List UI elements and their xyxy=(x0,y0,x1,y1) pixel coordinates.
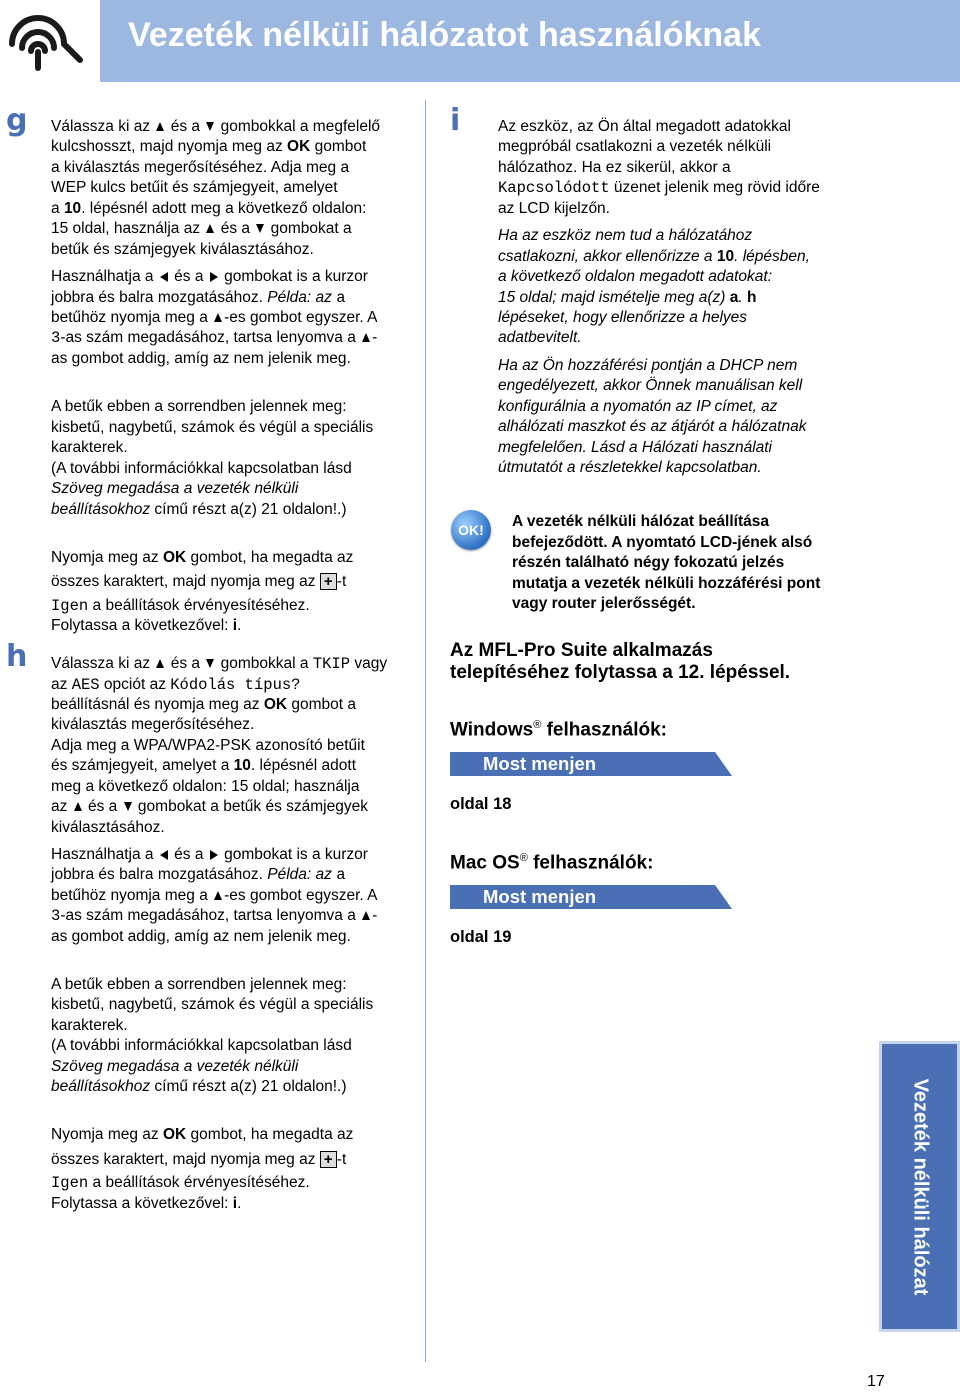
step-i-line: Kapcsolódott üzenet jelenik meg rövid időre xyxy=(498,179,820,197)
step-h-line: beállításokhoz című részt a(z) 21 oldalon!.) xyxy=(51,1078,347,1095)
step-g-line: WEP kulcs betűit és számjegyeit, amelyet xyxy=(51,179,338,196)
mfl-heading: telepítéséhez folytassa a 12. lépéssel. xyxy=(450,662,791,683)
step-i-line: Ha az eszköz nem tud a hálózatához xyxy=(498,227,753,244)
button-label: Most menjen xyxy=(483,753,597,774)
step-g-line: (A további információkkal kapcsolatban lásd xyxy=(51,460,352,477)
step-g-line: Igen a beállítások érvényesítéséhez. xyxy=(51,597,310,615)
arrow-up-icon xyxy=(206,224,214,233)
step-g-line: összes karaktert, majd nyomja meg az + -t xyxy=(51,573,347,591)
step-g-line: Válassza ki az és a gombokkal a megfelelő xyxy=(51,118,381,135)
step-i-line: konfigurálnia a nyomatón az IP címet, az xyxy=(498,398,778,415)
step-h-line: összes karaktert, majd nyomja meg az + -t xyxy=(51,1151,347,1169)
step-h-line: karakterek. xyxy=(51,1017,128,1034)
windows-go-button[interactable] xyxy=(450,743,732,783)
step-h-line: és számjegyeit, amelyet a 10. lépésnél adott xyxy=(51,757,357,774)
step-i-line: megpróbál csatlakozni a vezeték nélküli xyxy=(498,138,772,155)
plus-key-icon: + xyxy=(320,573,337,590)
step-i-line: útmutatót a részletekkel kapcsolatban. xyxy=(498,459,762,476)
section-side-tab xyxy=(879,1041,960,1332)
step-g-line: karakterek. xyxy=(51,439,128,456)
arrow-left-icon xyxy=(160,850,168,860)
step-h-line: beállításnál és nyomja meg az OK gombot a xyxy=(51,696,356,713)
arrow-up-icon xyxy=(214,313,222,322)
step-g-line: a kiválasztás megerősítéséhez. Adja meg a xyxy=(51,159,350,176)
step-h-line: az AES opciót az Kódolás típus? xyxy=(51,676,301,694)
step-i-line: az LCD kijelzőn. xyxy=(498,200,610,217)
step-letter-i: i xyxy=(450,103,461,138)
step-i-line: hálózathoz. Ha ez sikerül, akkor a xyxy=(498,159,731,176)
step-h-line: betűhöz nyomja meg a -es gombot egyszer. A xyxy=(51,887,378,904)
arrow-up-icon xyxy=(362,911,370,920)
step-g-line: Nyomja meg az OK gombot, ha megadta az xyxy=(51,549,354,566)
step-g-line: kisbetű, nagybetű, számok és végül a speciális xyxy=(51,419,374,436)
column-divider xyxy=(425,100,426,1362)
ok-line: mutatja a vezeték nélküli hozzáférési pont xyxy=(512,575,821,592)
arrow-down-icon xyxy=(206,659,214,668)
step-h-line: kiválasztásához. xyxy=(51,819,165,836)
step-g-line: A betűk ebben a sorrendben jelennek meg: xyxy=(51,398,347,415)
arrow-down-icon xyxy=(206,122,214,131)
step-h-line: az és a gombokat a betűk és számjegyek xyxy=(51,798,368,815)
wifi-icon xyxy=(2,8,90,74)
step-h-line: Válassza ki az és a gombokkal a TKIP vagy xyxy=(51,655,388,673)
step-i-line: alhálózati maszkot és az átjárót a hálózatnak xyxy=(498,418,807,435)
step-g-line: betűk és számjegyek kiválasztásához. xyxy=(51,241,314,258)
step-i-line: csatlakozni, akkor ellenőrizze a 10. lépésben, xyxy=(498,248,810,265)
step-h-line: kisbetű, nagybetű, számok és végül a speciális xyxy=(51,996,374,1013)
arrow-down-icon xyxy=(256,224,264,233)
arrow-up-icon xyxy=(214,891,222,900)
ok-line: A vezeték nélküli hálózat beállítása xyxy=(512,513,769,530)
arrow-down-icon xyxy=(124,802,132,811)
windows-heading: Windows® felhasználók: xyxy=(450,719,667,741)
step-g-line: Szöveg megadása a vezeték nélküli xyxy=(51,480,299,497)
mac-go-button[interactable] xyxy=(450,876,732,916)
step-g-line: betűhöz nyomja meg a -es gombot egyszer. A xyxy=(51,309,378,326)
arrow-left-icon xyxy=(160,272,168,282)
step-h-line: Adja meg a WPA/WPA2-PSK azonosító betűit xyxy=(51,737,365,754)
arrow-right-icon xyxy=(210,850,218,860)
step-i-line: engedélyezett, akkor Önnek manuálisan kell xyxy=(498,377,803,394)
step-g-line: as gombot addig, amíg az nem jelenik meg. xyxy=(51,350,351,367)
step-h-line: as gombot addig, amíg az nem jelenik meg. xyxy=(51,928,351,945)
step-letter-h: h xyxy=(6,639,28,674)
step-h-line: kiválasztás megerősítéséhez. xyxy=(51,716,255,733)
mfl-heading: Az MFL-Pro Suite alkalmazás xyxy=(450,640,713,661)
step-h-line: Szöveg megadása a vezeték nélküli xyxy=(51,1058,299,1075)
step-h-line: Használhatja a és a gombokat is a kurzor xyxy=(51,846,368,863)
ok-line: részén található négy fokozatú jelzés xyxy=(512,554,785,571)
ok-line: vagy router jelerősségét. xyxy=(512,595,696,612)
step-i-line: megfelelően. Lásd a Hálózati használati xyxy=(498,439,773,456)
arrow-up-icon xyxy=(156,122,164,131)
mac-heading: Mac OS® felhasználók: xyxy=(450,852,654,874)
plus-key-icon: + xyxy=(320,1151,337,1168)
step-h-line: jobbra és balra mozgatásához. Példa: az a xyxy=(51,866,346,884)
arrow-right-icon xyxy=(210,272,218,282)
windows-page-link[interactable]: oldal 18 xyxy=(450,795,512,813)
arrow-up-icon xyxy=(362,333,370,342)
page-title: Vezeték nélküli hálózatot használóknak xyxy=(128,16,761,54)
page-number: 17 xyxy=(867,1373,885,1390)
step-h-line: Folytassa a következővel: i. xyxy=(51,1195,242,1212)
step-h-line: Nyomja meg az OK gombot, ha megadta az xyxy=(51,1126,354,1143)
step-h-line: Igen a beállítások érvényesítéséhez. xyxy=(51,1174,310,1192)
side-tab-label: Vezeték nélküli hálózat xyxy=(909,1078,931,1295)
step-i-line: Az eszköz, az Ön által megadott adatokkal xyxy=(498,118,791,135)
step-g-line: Használhatja a és a gombokat is a kurzor xyxy=(51,268,368,285)
step-g-line: Folytassa a következővel: i. xyxy=(51,617,242,634)
step-h-line: meg a következő oldalon: 15 oldal; használja xyxy=(51,778,360,795)
arrow-up-icon xyxy=(74,802,82,811)
ok-badge-icon: OK! xyxy=(451,510,491,550)
step-g-line: kulcshosszt, majd nyomja meg az OK gombot xyxy=(51,138,367,155)
step-g-line: 15 oldal, használja az és a gombokat a xyxy=(51,220,352,237)
mac-page-link[interactable]: oldal 19 xyxy=(450,928,512,946)
step-i-line: 15 oldal; majd ismételje meg a(z) a. h xyxy=(498,289,757,306)
step-g-line: 3-as szám megadásához, tartsa lenyomva a - xyxy=(51,329,378,347)
step-g-line: a 10. lépésnél adott meg a következő oldalon: xyxy=(51,200,367,217)
step-letter-g: g xyxy=(6,103,28,138)
step-i-line: lépéseket, hogy ellenőrizze a helyes xyxy=(498,309,748,326)
step-i-line: adatbevitelt. xyxy=(498,329,582,346)
step-h-line: 3-as szám megadásához, tartsa lenyomva a - xyxy=(51,907,378,925)
step-h-line: A betűk ebben a sorrendben jelennek meg: xyxy=(51,976,347,993)
arrow-up-icon xyxy=(156,659,164,668)
step-i-line: Ha az Ön hozzáférési pontján a DHCP nem xyxy=(498,357,798,374)
button-label: Most menjen xyxy=(483,886,597,907)
step-h-line: (A további információkkal kapcsolatban lásd xyxy=(51,1037,352,1054)
ok-line: befejeződött. A nyomtató LCD-jének alsó xyxy=(512,534,813,551)
step-g-line: jobbra és balra mozgatásához. Példa: az a xyxy=(51,289,346,307)
step-g-line: beállításokhoz című részt a(z) 21 oldalon!.) xyxy=(51,501,347,518)
step-i-line: a következő oldalon megadott adatokat: xyxy=(498,268,773,285)
